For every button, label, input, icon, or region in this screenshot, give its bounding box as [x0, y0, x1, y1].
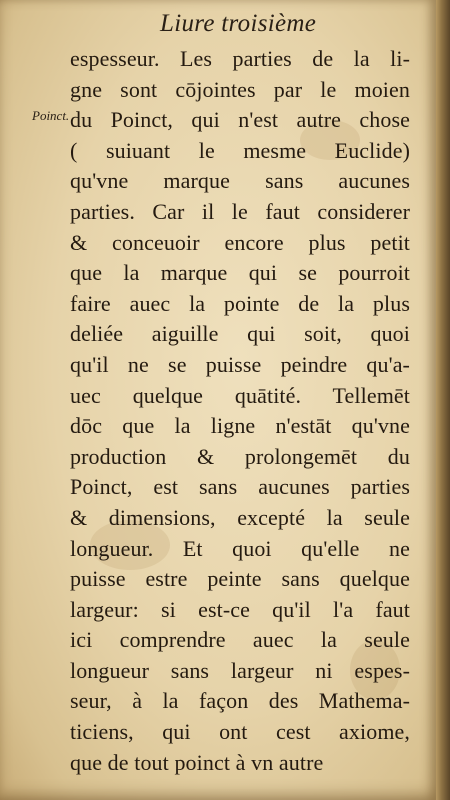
page-edge	[436, 0, 450, 800]
text-line: que la marque qui se pourroit	[70, 260, 410, 286]
body-text	[70, 44, 410, 778]
text-line: gne sont cōjointes par le moien	[70, 76, 410, 102]
running-head: Liure troisième	[160, 10, 317, 37]
text-line: & dimensions, excepté la seule	[70, 504, 410, 530]
text-line: espesseur. Les parties de la li-	[70, 46, 410, 71]
text-line: deliée aiguille qui soit, quoi	[70, 321, 410, 347]
text-line: uec quelque quātité. Tellemēt	[70, 382, 410, 408]
text-line: & conceuoir encore plus petit	[70, 229, 410, 255]
text-line: du Poinct, qui n'est autre chose	[70, 107, 410, 133]
text-line: seur, à la façon des Mathema-	[70, 688, 410, 714]
text-line: Poinct, est sans aucunes parties	[70, 474, 410, 500]
text-line: parties. Car il le faut considerer	[70, 198, 410, 224]
text-line: longueur. Et quoi qu'elle ne	[70, 535, 410, 561]
text-line: ici comprendre auec la seule	[70, 627, 410, 653]
text-line: production & prolongemēt du	[70, 443, 410, 469]
text-line: largeur: si est-ce qu'il l'a faut	[70, 596, 410, 622]
text-line: longueur sans largeur ni espes-	[70, 657, 410, 683]
text-line: ticiens, qui ont cest axiome,	[70, 719, 410, 745]
text-line: qu'il ne se puisse peindre qu'a-	[70, 351, 410, 377]
text-line: que de tout poinct à vn autre	[70, 749, 324, 775]
text-line: qu'vne marque sans aucunes	[70, 168, 410, 194]
margin-note: Poinct.	[32, 108, 70, 123]
text-line: puisse estre peinte sans quelque	[70, 566, 410, 592]
text-line: faire auec la pointe de la plus	[70, 290, 410, 316]
text-line: dōc que la ligne n'estāt qu'vne	[70, 413, 410, 439]
text-line: ( suiuant le mesme Euclide)	[70, 137, 410, 163]
